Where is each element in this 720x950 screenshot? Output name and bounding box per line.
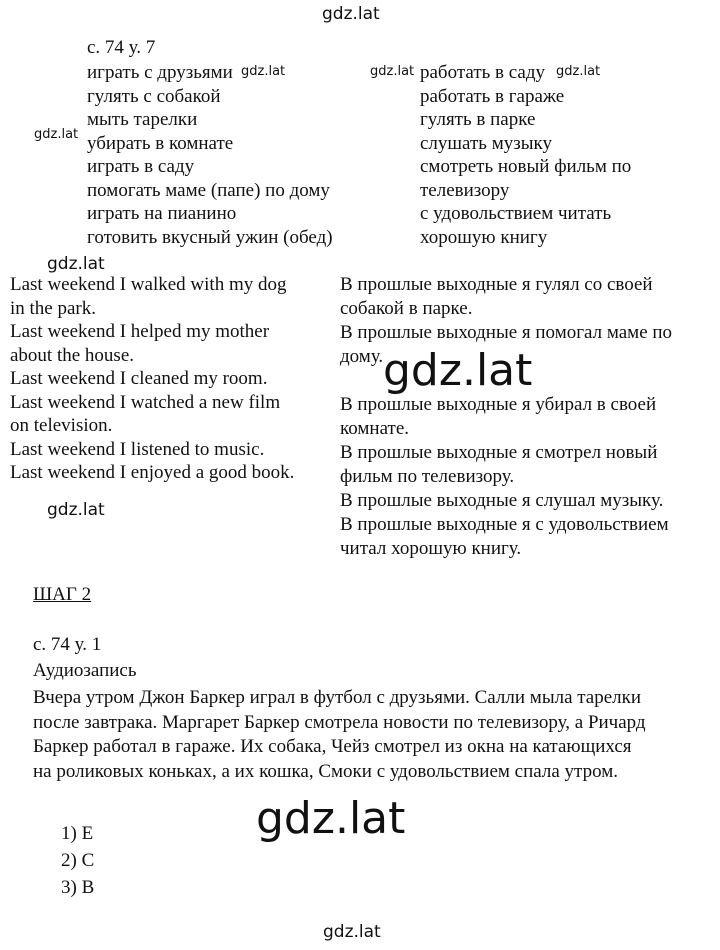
watermark-top: gdz.lat (322, 4, 380, 24)
phrase: хорошую книгу (420, 226, 548, 248)
watermark: gdz.lat (370, 64, 415, 79)
phrase: готовить вкусный ужин (обед) (87, 226, 333, 248)
watermark-bottom: gdz.lat (323, 922, 381, 942)
transcript-line: Вчера утром Джон Баркер играл в футбол с друзьями. Салли мыла тарелки (33, 687, 642, 708)
answer-item: 3) В (61, 877, 95, 898)
phrase: работать в гараже (420, 85, 565, 107)
phrase: играть на пианино (87, 203, 237, 224)
phrase: убирать в комнате (87, 132, 234, 154)
exercise-reference: с. 74 у. 7 (87, 37, 156, 58)
watermark: gdz.lat (241, 64, 286, 79)
watermark: gdz.lat (34, 127, 79, 142)
sentence-line: читал хорошую книгу. (340, 538, 522, 559)
transcript-line: на роликовых коньках, а их кошка, Смоки с удовольствием спала утром. (33, 760, 618, 782)
sentence-line: Last weekend I cleaned my room. (10, 368, 268, 389)
sentences-russian (340, 273, 672, 561)
sentence-line: Last weekend I watched a new film (10, 391, 281, 413)
sentence-line: Last weekend I walked with my dog (10, 274, 287, 295)
transcript-line: после завтрака. Маргарет Баркер смотрела новости по телевизору, а Ричард (33, 711, 646, 733)
sentence-line: Last weekend I helped my mother (10, 321, 270, 342)
sentences-english (10, 273, 294, 485)
sentence-line: В прошлые выходные я с удовольствием (340, 514, 669, 535)
sentence-line: Last weekend I enjoyed a good book. (10, 462, 295, 483)
watermark: gdz.lat (556, 64, 601, 79)
phrase-list-right (420, 61, 631, 249)
phrase: телевизору (420, 179, 510, 201)
sentence-line: собакой в парке. (340, 298, 473, 319)
sentence-line: В прошлые выходные я помогал маме по (340, 322, 673, 343)
phrase: играть в саду (87, 156, 195, 177)
audio-label: Аудиозапись (33, 660, 137, 681)
answer-list (61, 820, 94, 901)
phrase: мыть тарелки (87, 109, 198, 130)
sentence-line: В прошлые выходные я смотрел новый (340, 442, 658, 463)
phrase-list-left (87, 61, 333, 249)
sentence-line: дому. (340, 346, 384, 367)
watermark-large: gdz.lat (256, 793, 406, 844)
watermark-large: gdz.lat (383, 345, 533, 396)
sentence-line: В прошлые выходные я убирал в своей (340, 394, 657, 415)
sentence-line: about the house. (10, 344, 135, 366)
sentence-line: В прошлые выходные я гулял со своей (340, 274, 653, 295)
exercise-reference: с. 74 у. 1 (33, 634, 102, 655)
sentence-line: В прошлые выходные я слушал музыку. (340, 490, 664, 511)
phrase: гулять с собакой (87, 85, 221, 107)
audio-transcript (33, 686, 646, 784)
watermark: gdz.lat (47, 500, 105, 520)
phrase: играть с друзьями (87, 62, 233, 83)
phrase: работать в саду (420, 62, 546, 83)
sentence-line: on television. (10, 415, 113, 436)
phrase: смотреть новый фильм по (420, 156, 632, 177)
answer-item: 2) С (61, 850, 95, 871)
watermark: gdz.lat (47, 254, 105, 274)
sentence-line: комнате. (340, 418, 410, 439)
sentence-line: фильм по телевизору. (340, 466, 515, 487)
sentence-line: in the park. (10, 297, 97, 319)
phrase: слушать музыку (420, 132, 552, 154)
answer-item: 1) Е (61, 823, 94, 844)
phrase: гулять в парке (420, 109, 536, 130)
sentence-line (340, 369, 672, 393)
step-heading: ШАГ 2 (33, 584, 92, 605)
sentence-line: Last weekend I listened to music. (10, 438, 265, 460)
phrase: помогать маме (папе) по дому (87, 179, 330, 201)
transcript-line: Баркер работал в гараже. Их собака, Чейз смотрел из окна на катающихся (33, 736, 632, 757)
phrase: с удовольствием читать (420, 203, 612, 224)
